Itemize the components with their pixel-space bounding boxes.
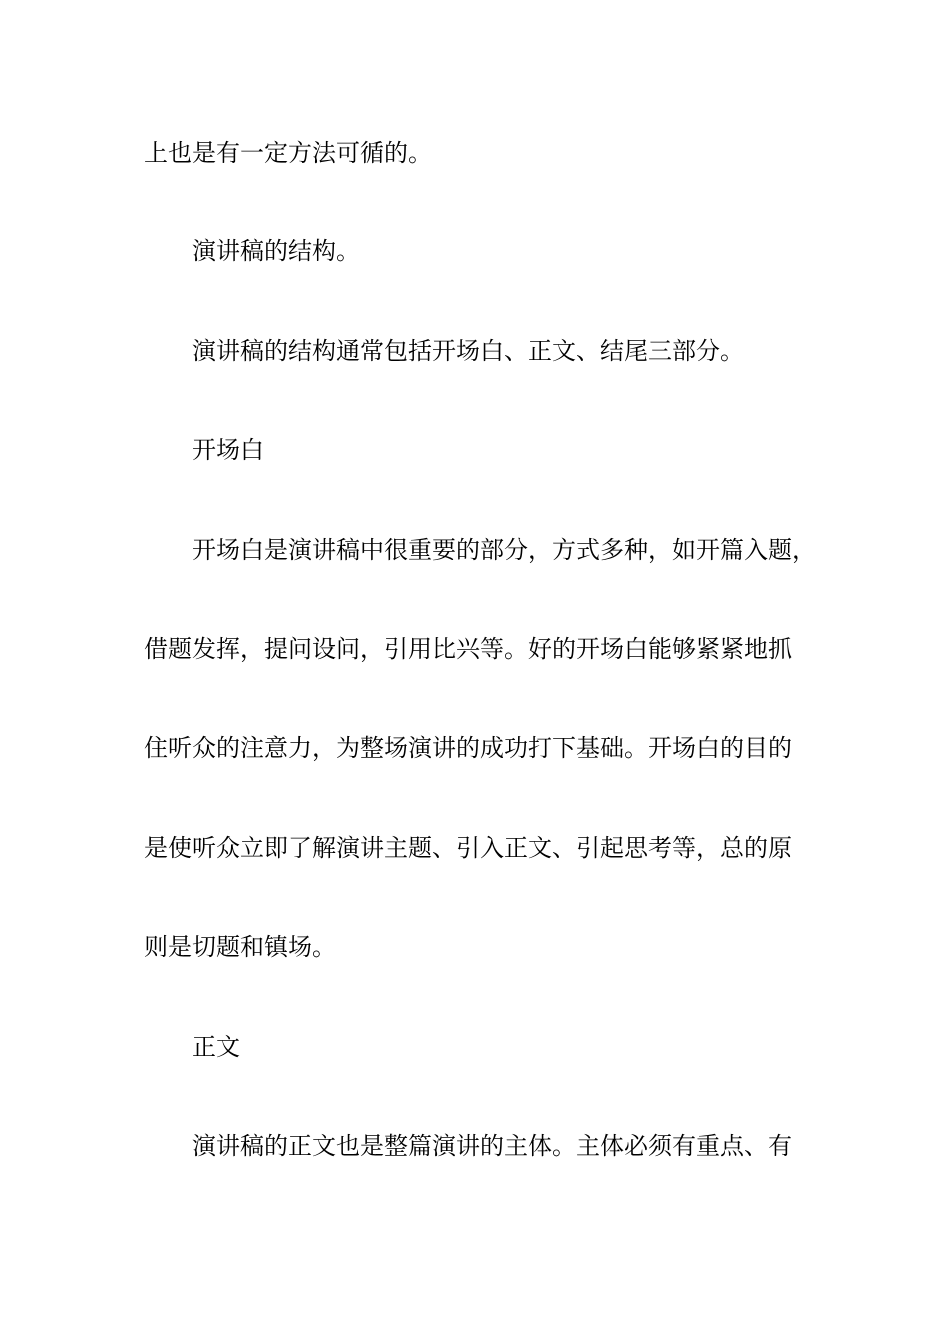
paragraph-opening-line-5: 则是切题和镇场。 [144, 933, 336, 961]
section-heading-structure: 演讲稿的结构。 [192, 237, 360, 265]
text-line-continuation: 上也是有一定方法可循的。 [144, 139, 432, 167]
section-heading-opening: 开场白 [192, 436, 264, 464]
paragraph-opening-line-1: 开场白是演讲稿中很重要的部分，方式多种，如开篇入题， [192, 536, 816, 564]
paragraph-body-line-1: 演讲稿的正文也是整篇演讲的主体。主体必须有重点、有 [192, 1132, 792, 1160]
paragraph-structure-overview: 演讲稿的结构通常包括开场白、正文、结尾三部分。 [192, 337, 744, 365]
paragraph-opening-line-3: 住听众的注意力，为整场演讲的成功打下基础。开场白的目的 [144, 734, 792, 762]
section-heading-body: 正文 [192, 1033, 240, 1061]
paragraph-opening-line-4: 是使听众立即了解演讲主题、引入正文、引起思考等，总的原 [144, 834, 792, 862]
paragraph-opening-line-2: 借题发挥，提问设问，引用比兴等。好的开场白能够紧紧地抓 [144, 635, 792, 663]
